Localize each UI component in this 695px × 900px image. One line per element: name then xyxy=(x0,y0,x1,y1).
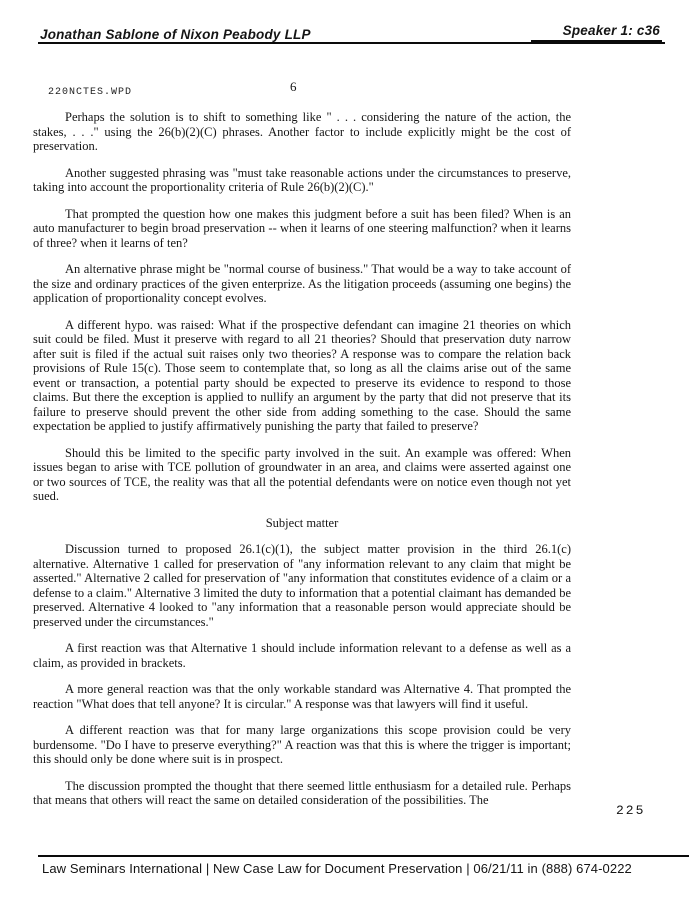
section-heading: Subject matter xyxy=(265,515,339,530)
header-speaker-label: Speaker 1: c36 xyxy=(531,23,662,42)
paragraph: An alternative phrase might be "normal course of business." That would be a way to take account of the size and ordinary practices of the given enterprize. As the litigation proceeds (assuming one begins) the application of proportionality concept evolves. xyxy=(33,262,571,305)
paragraph: Perhaps the solution is to shift to something like " . . . considering the nature of the action, the stakes, . . ." using the 26(b)(2)(C) phrases. Another factor to include explicitly might be the cost of preservation. xyxy=(33,110,571,153)
document-body xyxy=(33,110,571,820)
document-meta-row xyxy=(48,81,695,99)
paragraph: Discussion turned to proposed 26.1(c)(1), the subject matter provision in the third 26.1(c) alternative. Alternative 1 called for preservation of "any information relevant to any claim that might be asserted." Alternative 2 called for preservation of "any information that constitutes evidence of a claim or a defense to a claim." Alternative 3 limited the duty to information that a potential claimant has demanded be preserved. Alternative 4 looked to "any information that a reasonable person would appreciate should be preserved under the circumstances." xyxy=(33,542,571,629)
header-rule xyxy=(38,42,665,44)
paragraph: That prompted the question how one makes this judgment before a suit has been filed? When is an auto manufacturer to begin broad preservation -- when it learns of one steering malfunction? when it learns of three? when it learns of ten? xyxy=(33,206,571,250)
paragraph: Should this be limited to the specific party involved in the suit. An example was offered: When issues began to arise with TCE pollution of groundwater in an area, and claims were asserted against one or two sources of TCE, the reality was that all the potential defendants were on notice even though not yet sued. xyxy=(33,445,571,503)
footer-rule xyxy=(38,855,689,857)
paragraph: A different reaction was that for many large organizations this scope provision could be very burdensome. "Do I have to preserve everything?" A reaction was that this is where the trigger is important; this should only be done where suit is in prospect. xyxy=(33,723,571,766)
paragraph: A more general reaction was that the only workable standard was Alternative 4. That prompted the reaction "What does that tell anyone? It is circular." A response was that lawyers will find it useful. xyxy=(33,682,571,711)
document-filename: 220NCTES.WPD xyxy=(48,87,133,98)
paragraph: The discussion prompted the thought that there seemed little enthusiasm for a detailed rule. Perhaps that means that others will react the same on detailed consideration of the possibilities. The xyxy=(33,778,571,807)
header-author: Jonathan Sablone of Nixon Peabody LLP xyxy=(40,27,311,42)
page-header xyxy=(40,23,662,42)
paragraph: A different hypo. was raised: What if the prospective defendant can imagine 21 theories on which suit could be filed. Must it preserve with regard to all 21 theories? Should that preservation duty narrow after suit is filed if the actual suit raises only two theories? A response was to compare the relation back provisions of Rule 15(c). Those seem to contemplate that, so long as all the claims arise out of the same event or transaction, a potential party should be expected to preserve its evidence to respond to those claims. But there the exception is applied to nullify an argument by the party that did not preserve that its failure to preserve should prevent the other side from adding something to the case. Should the same expectation be applied to justify affirmatively punishing the party that failed to preserve? xyxy=(33,317,571,433)
footer-text: Law Seminars International | New Case Law for Document Preservation | 06/21/11 in (888) 674-0222 xyxy=(42,861,632,876)
paragraph: A first reaction was that Alternative 1 should include information relevant to a defense as well as a claim, as provided in brackets. xyxy=(33,641,571,670)
page-number-bottom: 225 xyxy=(616,803,646,818)
page-number-top: 6 xyxy=(290,79,297,94)
paragraph: Another suggested phrasing was "must take reasonable actions under the circumstances to preserve, taking into account the proportionality criteria of Rule 26(b)(2)(C)." xyxy=(33,165,571,194)
